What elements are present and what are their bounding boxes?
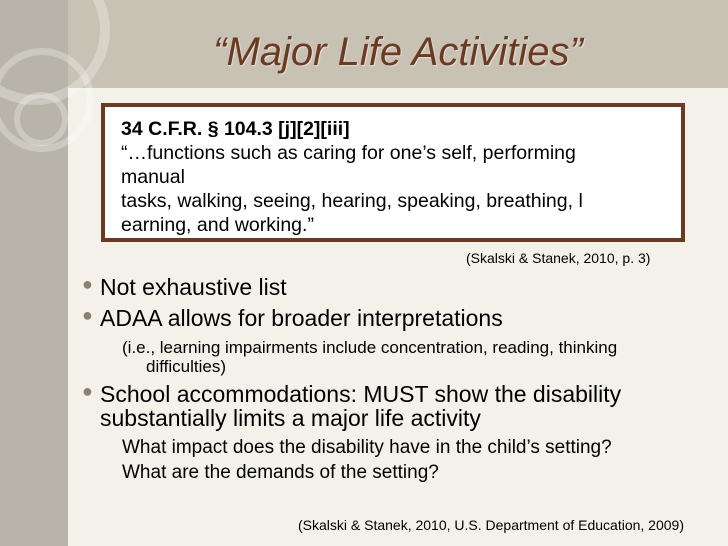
- quote-citation: (Skalski & Stanek, 2010, p. 3): [466, 250, 651, 266]
- bullet-item: [82, 305, 503, 332]
- bullet-text: Not exhaustive list: [100, 274, 287, 300]
- sub-note-line: (i.e., learning impairments include concentration, reading, thinking: [122, 338, 618, 357]
- bullet-item: [82, 274, 287, 301]
- bullet-marker-icon: ●: [82, 305, 93, 325]
- question-item: What impact does the disability have in the child’s setting?: [122, 437, 612, 458]
- quote-line: manual: [121, 166, 185, 188]
- sub-note-line: difficulties): [146, 357, 226, 376]
- quote-box: [101, 103, 685, 242]
- quote-reference: 34 C.F.R. § 104.3 [j][2][iii]: [121, 118, 350, 140]
- bullet-marker-icon: ●: [82, 274, 93, 294]
- sub-note: [122, 338, 617, 376]
- quote-line: “…functions such as caring for one’s self, performing: [121, 142, 576, 164]
- footer-citation: (Skalski & Stanek, 2010, U.S. Department of Education, 2009): [298, 517, 684, 533]
- quote-line: earning, and working.”: [121, 214, 314, 236]
- bullet-text: School accommodations: MUST show the disability: [100, 381, 622, 407]
- bullet-marker-icon: ●: [82, 381, 93, 401]
- bullet-continuation: substantially limits a major life activity: [100, 405, 481, 431]
- bullet-text: ADAA allows for broader interpretations: [100, 305, 503, 331]
- slide-title: “Major Life Activities”: [213, 30, 583, 74]
- bullet-item: [82, 381, 622, 408]
- quote-line: tasks, walking, seeing, hearing, speaking, breathing, l: [121, 190, 583, 212]
- question-item: What are the demands of the setting?: [122, 462, 439, 483]
